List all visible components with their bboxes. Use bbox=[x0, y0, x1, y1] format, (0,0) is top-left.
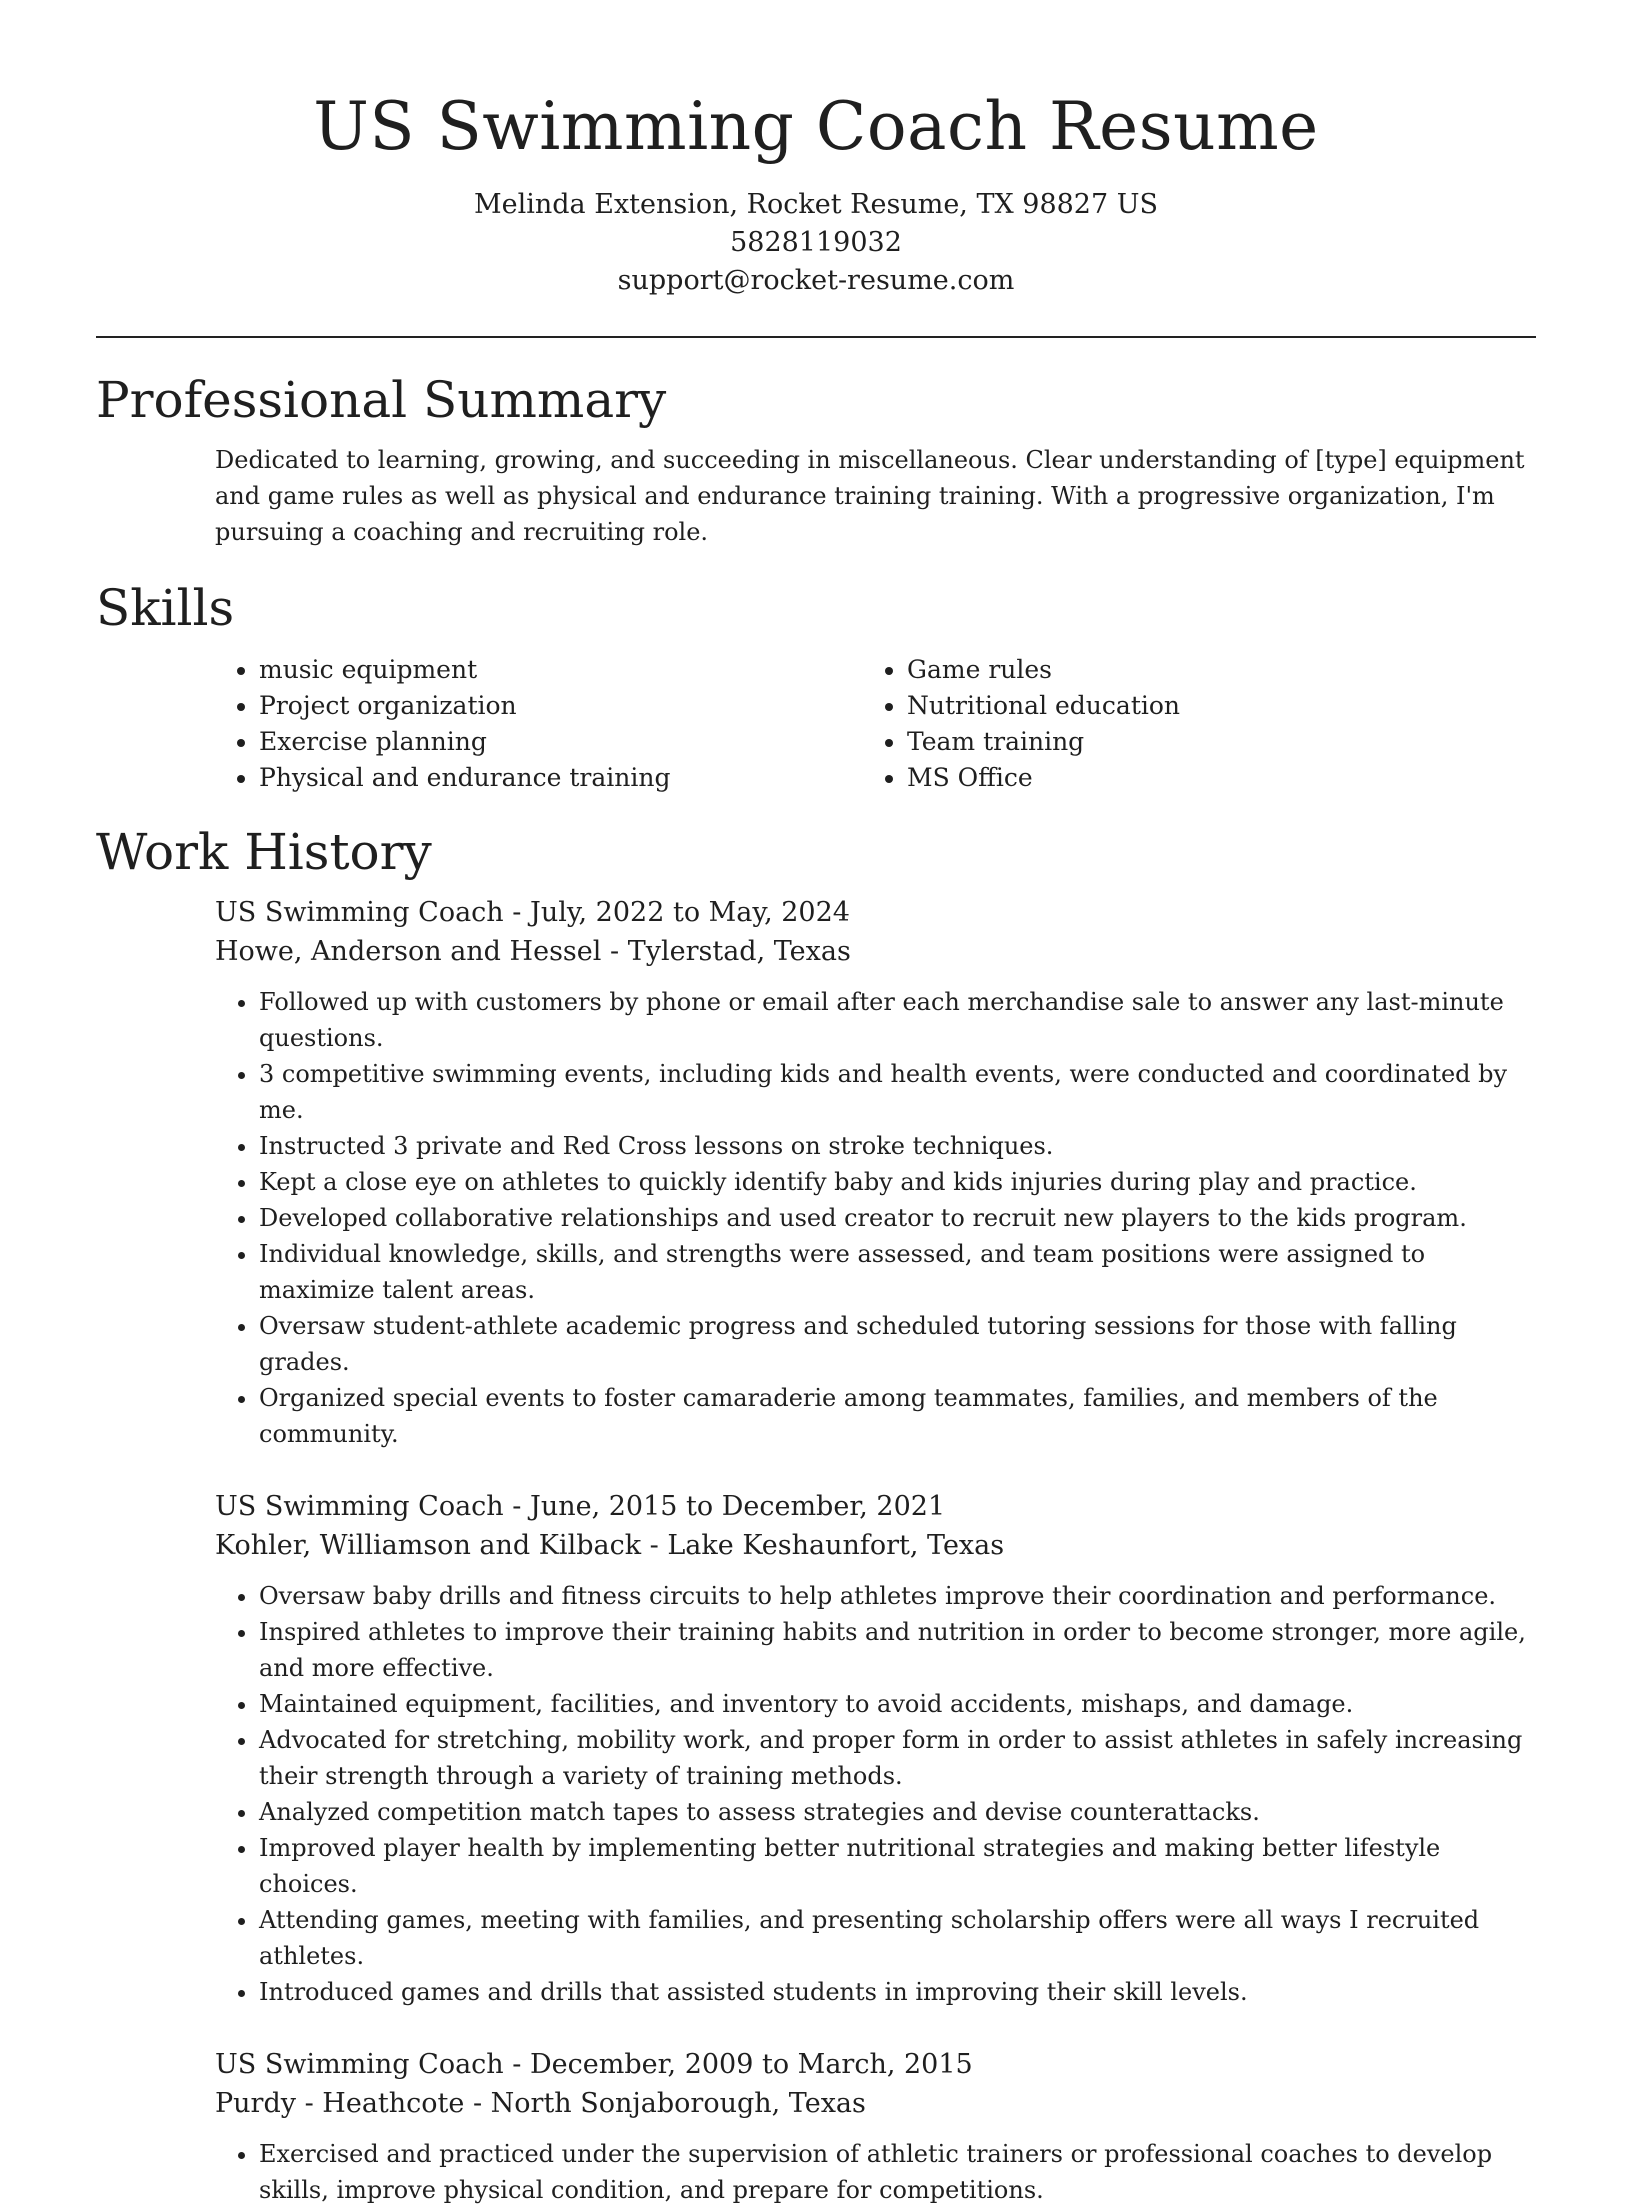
skill-item: • Exercise planning bbox=[259, 724, 863, 760]
job-entry bbox=[215, 894, 1545, 1452]
job-bullets bbox=[215, 1578, 1545, 2010]
skill-item: • music equipment bbox=[259, 652, 863, 688]
contact-email: support@rocket-resume.com bbox=[617, 265, 1015, 296]
job-heading: US Swimming Coach - June, 2015 to December, 2021 bbox=[215, 1491, 946, 1522]
job-employer: Kohler, Williamson and Kilback - Lake Keshaunfort, Texas bbox=[215, 1530, 1005, 1561]
job-bullet: • Advocated for stretching, mobility work, and proper form in order to assist athletes in safely increasing their strength through a variety of training methods. bbox=[259, 1722, 1545, 1794]
job-bullet: • Kept a close eye on athletes to quickly identify baby and kids injuries during play and practice. bbox=[259, 1164, 1545, 1200]
job-bullet: • Maintained equipment, facilities, and inventory to avoid accidents, mishaps, and damage. bbox=[259, 1686, 1545, 1722]
job-bullets bbox=[215, 984, 1545, 1452]
skill-item: • Game rules bbox=[907, 652, 1507, 688]
job-bullet: • Instructed 3 private and Red Cross lessons on stroke techniques. bbox=[259, 1128, 1545, 1164]
job-employer: Howe, Anderson and Hessel - Tylerstad, Texas bbox=[215, 936, 851, 967]
page-title: US Swimming Coach Resume bbox=[313, 88, 1319, 165]
resume-page bbox=[96, 0, 1536, 2208]
job-location: Lake Keshaunfort, Texas bbox=[667, 1530, 1005, 1561]
job-bullet: • Organized special events to foster camaraderie among teammates, families, and members of the community. bbox=[259, 1380, 1545, 1452]
contact-phone: 5828119032 bbox=[730, 227, 902, 258]
job-bullet: • Analyzed competition match tapes to assess strategies and devise counterattacks. bbox=[259, 1794, 1545, 1830]
job-bullet: • Exercised and practiced under the supervision of athletic trainers or professional coaches to develop skills, improve physical condition, and prepare for competitions. bbox=[259, 2136, 1545, 2208]
job-bullet: • Improved player health by implementing better nutritional strategies and making better lifestyle choices. bbox=[259, 1830, 1545, 1902]
job-title: US Swimming Coach bbox=[215, 1491, 504, 1522]
job-bullet: • Followed up with customers by phone or email after each merchandise sale to answer any last-minute questions. bbox=[259, 984, 1545, 1056]
job-company: Kohler, Williamson and Kilback bbox=[215, 1530, 642, 1561]
job-location: Tylerstad, Texas bbox=[627, 936, 851, 967]
job-company: Howe, Anderson and Hessel bbox=[215, 936, 602, 967]
job-bullet: • Inspired athletes to improve their training habits and nutrition in order to become stronger, more agile, and more effective. bbox=[259, 1614, 1545, 1686]
contact-block bbox=[96, 186, 1536, 300]
job-bullet: • Individual knowledge, skills, and strengths were assessed, and team positions were assigned to maximize talent areas. bbox=[259, 1236, 1545, 1308]
skills-column-left bbox=[215, 652, 863, 796]
job-entry bbox=[215, 2046, 1545, 2208]
job-dates: July, 2022 to May, 2024 bbox=[530, 897, 850, 928]
job-heading: US Swimming Coach - July, 2022 to May, 2024 bbox=[215, 897, 850, 928]
job-location: North Sonjaborough, Texas bbox=[490, 2088, 866, 2119]
skill-item: • Physical and endurance training bbox=[259, 760, 863, 796]
skills-column-right bbox=[863, 652, 1507, 796]
skill-item: • MS Office bbox=[907, 760, 1507, 796]
job-dates: December, 2009 to March, 2015 bbox=[530, 2049, 973, 2080]
summary-text: Dedicated to learning, growing, and succeeding in miscellaneous. Clear understanding of [type] equipment and game rules as well as physical and endurance training training. With a progressive organization, I'm pursuing a coaching and recruiting role. bbox=[215, 446, 1525, 546]
job-bullet: • 3 competitive swimming events, including kids and health events, were conducted and coordinated by me. bbox=[259, 1056, 1545, 1128]
job-entry bbox=[215, 1488, 1545, 2010]
job-bullet: • Oversaw baby drills and fitness circuits to help athletes improve their coordination and performance. bbox=[259, 1578, 1545, 1614]
summary-heading: Professional Summary bbox=[96, 371, 667, 429]
skills-heading: Skills bbox=[96, 579, 235, 637]
job-bullet: • Oversaw student-athlete academic progress and scheduled tutoring sessions for those with falling grades. bbox=[259, 1308, 1545, 1380]
job-dates: June, 2015 to December, 2021 bbox=[530, 1491, 946, 1522]
job-title: US Swimming Coach bbox=[215, 2049, 504, 2080]
skill-item: • Team training bbox=[907, 724, 1507, 760]
job-bullet: • Developed collaborative relationships and used creator to recruit new players to the kids program. bbox=[259, 1200, 1545, 1236]
job-company: Purdy - Heathcote bbox=[215, 2088, 465, 2119]
skill-item: • Project organization bbox=[259, 688, 863, 724]
job-heading: US Swimming Coach - December, 2009 to March, 2015 bbox=[215, 2049, 973, 2080]
skills-list bbox=[215, 652, 1536, 796]
skill-item: • Nutritional education bbox=[907, 688, 1507, 724]
job-employer: Purdy - Heathcote - North Sonjaborough, Texas bbox=[215, 2088, 866, 2119]
contact-address: Melinda Extension, Rocket Resume, TX 98827 US bbox=[473, 189, 1159, 220]
job-bullets bbox=[215, 2136, 1545, 2208]
job-bullet: • Introduced games and drills that assisted students in improving their skill levels. bbox=[259, 1974, 1545, 2010]
job-bullet: • Attending games, meeting with families, and presenting scholarship offers were all ways I recruited athletes. bbox=[259, 1902, 1545, 1974]
work-history-heading: Work History bbox=[96, 823, 432, 881]
job-title: US Swimming Coach bbox=[215, 897, 504, 928]
header-divider bbox=[96, 336, 1536, 338]
